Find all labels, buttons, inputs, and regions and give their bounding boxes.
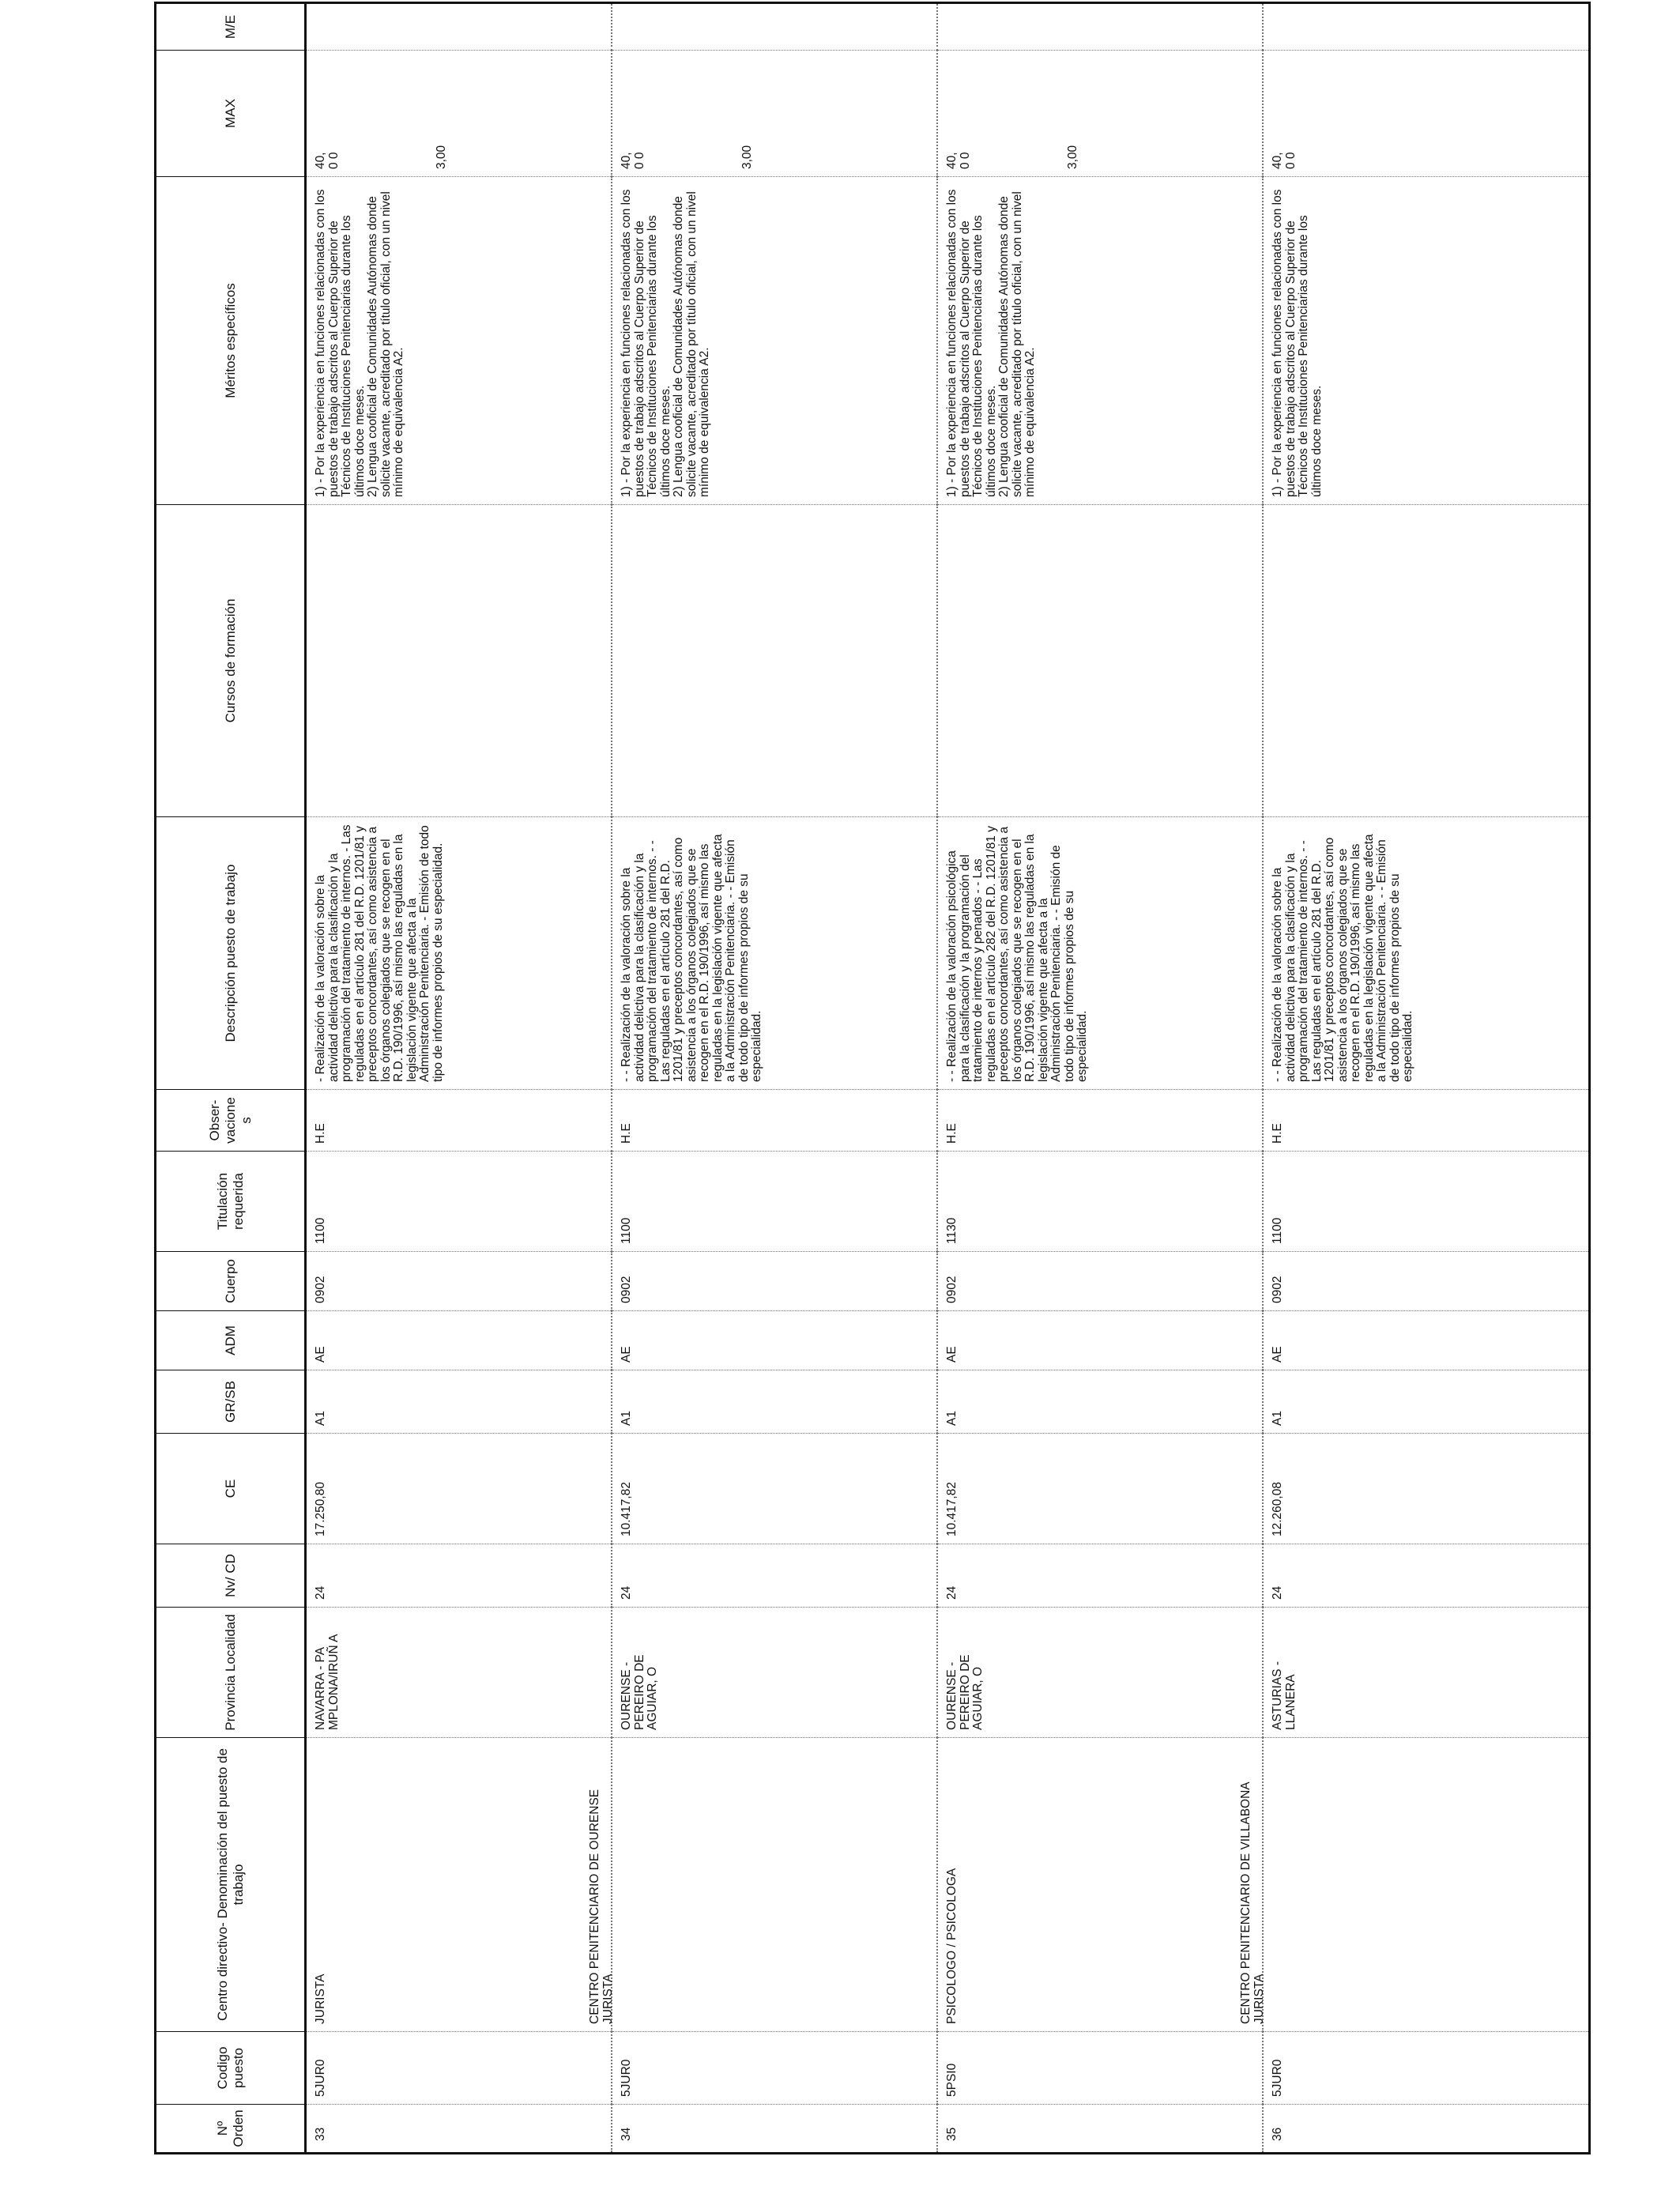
cuerpo-cell: 0902 [937, 1252, 1263, 1311]
descripcion-cell: - Realización de la valoración sobre la actividad delictiva para la clasificación y la programación del tratamiento de internos. - Las reguladas en el artículo 281 del R.D. 1201/81 y preceptos concordantes, así como asistencia a los órganos colegiados que se recogen en el R.D. 190/1996, así mismo las reguladas en la legislación vigente que afecta a la Administración Penitenciaria. - Emisión de todo tipo de informes propios de su especialidad. [306, 817, 612, 1090]
max-2: 3,00 [740, 145, 755, 169]
merito-2: 2) Lengua cooficial de Comunidades Autónomas donde solicite vacante, acreditado por título oficial, con un nivel mínimo de equivalencia A2. [366, 191, 405, 497]
cuerpo-cell: 0902 [612, 1252, 937, 1311]
me-cell [306, 3, 612, 51]
provincia-cell: OURENSE - PEREIRO DE AGUIAR, O [937, 1608, 1263, 1738]
max-1: 40,0 0 [314, 152, 341, 169]
adm-cell: AE [612, 1311, 937, 1370]
merito-1: 1) - Por la experiencia en funciones relacionadas con los puestos de trabajo adscritos al Cuerpo Superior de Técnicos de Instituciones Penitenciarias durante los últimos doce meses. [314, 189, 367, 497]
ce-cell: 17.250,80 [306, 1434, 612, 1544]
titulacion-cell: 1130 [937, 1152, 1263, 1252]
observaciones-cell: H.E [306, 1090, 612, 1152]
centro-title: CENTRO PENITENCIARIO DE OURENSE [588, 1789, 602, 2024]
header-meritos: Méritos específicos [156, 177, 306, 505]
adm-cell: AE [937, 1311, 1263, 1370]
max-cell [1263, 51, 1589, 177]
codigo-cell: 5PSI0 [937, 2032, 1263, 2105]
header-max: MAX [156, 51, 306, 177]
header-adm: ADM [156, 1311, 306, 1370]
header-descripcion: Descripción puesto de trabajo [156, 817, 306, 1090]
header-provincia: Provincia Localidad [156, 1608, 306, 1738]
max-1: 40,0 0 [620, 152, 646, 169]
orden-cell: 33 [306, 2105, 612, 2154]
header-nivel: Nv/ CD [156, 1544, 306, 1608]
cursos-cell [306, 505, 612, 817]
orden-cell: 34 [612, 2105, 937, 2154]
header-cursos: Cursos de formación [156, 505, 306, 817]
header-me: M/E [156, 3, 306, 51]
max-cell [612, 51, 937, 177]
centro-cell [937, 1738, 1263, 2032]
nivel-cell: 24 [612, 1544, 937, 1608]
table-row [612, 3, 937, 2154]
merito-2: 2) Lengua cooficial de Comunidades Autónomas donde solicite vacante, acreditado por título oficial, con un nivel mínimo de equivalencia A2. [672, 191, 712, 497]
nivel-cell: 24 [306, 1544, 612, 1608]
table-row [306, 3, 612, 2154]
observaciones-cell: H.E [612, 1090, 937, 1152]
rotated-table-wrapper [154, 4, 1591, 2154]
provincia-cell: ASTURIAS - LLANERA [1263, 1608, 1589, 1738]
cursos-cell [1263, 505, 1589, 817]
puesto-name: JURISTA [601, 1973, 615, 2024]
descripcion-cell: - - Realización de la valoración sobre la actividad delictiva para la clasificación y la programación del tratamiento de internos. - - Las reguladas en el artículo 281 del R.D. 1201/81 y preceptos concordantes, así como asistencia a los órganos colegiados que se recogen en el R.D. 190/1996, así mismo las reguladas en la legislación vigente que afecta a la Administración Penitenciaria. - - Emisión de todo tipo de informes propios de su especialidad. [1263, 817, 1589, 1090]
puesto-name: JURISTA [1252, 1973, 1266, 2024]
merito-2: 2) Lengua cooficial de Comunidades Autónomas donde solicite vacante, acreditado por título oficial, con un nivel mínimo de equivalencia A2. [997, 191, 1038, 497]
puesto-name: PSICOLOGO / PSICOLOGA [945, 1868, 959, 2024]
ce-cell: 10.417,82 [612, 1434, 937, 1544]
observaciones-cell: H.E [1263, 1090, 1589, 1152]
vacancies-table [154, 2, 1591, 2154]
meritos-cell [1263, 177, 1589, 505]
max-1: 40,0 0 [1271, 152, 1298, 169]
table-row [1263, 3, 1589, 2154]
codigo-cell: 5JUR0 [612, 2032, 937, 2105]
max-2: 3,00 [435, 145, 448, 169]
header-centro: Centro directivo- Denominación del puesto de trabajo [156, 1738, 306, 2032]
observaciones-cell: H.E [937, 1090, 1263, 1152]
descripcion-cell: - - Realización de la valoración psicológica para la clasificación y la programación del tratamiento de internos y penados - - Las reguladas en el artículo 282 del R.D. 1201/81 y preceptos concordantes, así como asistencia a los órganos colegiados que se recogen en el R.D. 190/1996, así mismo las reguladas en la legislación vigente que afecta a la Administración Penitenciaria. - - Emisión de todo tipo de informes propios de su especialidad. [937, 817, 1263, 1090]
header-ce: CE [156, 1434, 306, 1544]
grsb-cell: A1 [937, 1370, 1263, 1434]
me-cell [612, 3, 937, 51]
merito-1: 1) - Por la experiencia en funciones relacionadas con los puestos de trabajo adscritos al Cuerpo Superior de Técnicos de Instituciones Penitenciarias durante los últimos doce meses. [1271, 189, 1324, 497]
nivel-cell: 24 [937, 1544, 1263, 1608]
titulacion-cell: 1100 [1263, 1152, 1589, 1252]
header-grsb: GR/SB [156, 1370, 306, 1434]
orden-cell: 36 [1263, 2105, 1589, 2154]
grsb-cell: A1 [306, 1370, 612, 1434]
titulacion-cell: 1100 [306, 1152, 612, 1252]
table-row [937, 3, 1263, 2154]
cursos-cell [937, 505, 1263, 817]
cursos-cell [612, 505, 937, 817]
centro-cell [1239, 1738, 1589, 2032]
grsb-cell: A1 [612, 1370, 937, 1434]
ce-cell: 12.260,08 [1263, 1434, 1589, 1544]
header-orden: Nº Orden [156, 2105, 306, 2154]
orden-cell: 35 [937, 2105, 1263, 2154]
nivel-cell: 24 [1263, 1544, 1589, 1608]
descripcion-cell: - - Realización de la valoración sobre la actividad delictiva para la clasificación y la programación del tratamiento de internos. - - Las reguladas en el artículo 281 del R.D. 1201/81 y preceptos concordantes, así como asistencia a los órganos colegiados que se recogen en el R.D. 190/1996, así mismo las reguladas en la legislación vigente que afecta a la Administración Penitenciaria. - - Emisión de todo tipo de informes propios de su especialidad. [612, 817, 937, 1090]
ce-cell: 10.417,82 [937, 1434, 1263, 1544]
titulacion-cell: 1100 [612, 1152, 937, 1252]
me-cell [937, 3, 1263, 51]
merito-1: 1) - Por la experiencia en funciones relacionadas con los puestos de trabajo adscritos al Cuerpo Superior de Técnicos de Instituciones Penitenciarias durante los últimos doce meses. [945, 189, 998, 497]
header-titulacion: Titulación requerida [156, 1152, 306, 1252]
meritos-cell [306, 177, 612, 505]
centro-cell [306, 1738, 612, 2032]
codigo-cell: 5JUR0 [306, 2032, 612, 2105]
max-1: 40,0 0 [945, 152, 972, 169]
header-row [156, 3, 306, 2154]
header-observaciones: Obser- vaciones [156, 1090, 306, 1152]
adm-cell: AE [1263, 1311, 1589, 1370]
merito-1: 1) - Por la experiencia en funciones relacionadas con los puestos de trabajo adscritos al Cuerpo Superior de Técnicos de Instituciones Penitenciarias durante los últimos doce meses. [620, 189, 672, 497]
max-cell [306, 51, 612, 177]
provincia-cell: OURENSE - PEREIRO DE AGUIAR, O [612, 1608, 937, 1738]
header-cuerpo: Cuerpo [156, 1252, 306, 1311]
me-cell [1263, 3, 1589, 51]
centro-cell [588, 1738, 937, 2032]
max-cell [937, 51, 1263, 177]
codigo-cell: 5JUR0 [1263, 2032, 1589, 2105]
provincia-cell: NAVARRA - PA MPLONA/IRUÑ A [306, 1608, 612, 1738]
header-codigo: Codigo puesto [156, 2032, 306, 2105]
cuerpo-cell: 0902 [1263, 1252, 1589, 1311]
grsb-cell: A1 [1263, 1370, 1589, 1434]
meritos-cell [612, 177, 937, 505]
centro-title: CENTRO PENITENCIARIO DE VILLABONA [1239, 1781, 1253, 2024]
cuerpo-cell: 0902 [306, 1252, 612, 1311]
max-2: 3,00 [1066, 145, 1080, 169]
meritos-cell [937, 177, 1263, 505]
adm-cell: AE [306, 1311, 612, 1370]
puesto-name: JURISTA [314, 1973, 327, 2024]
